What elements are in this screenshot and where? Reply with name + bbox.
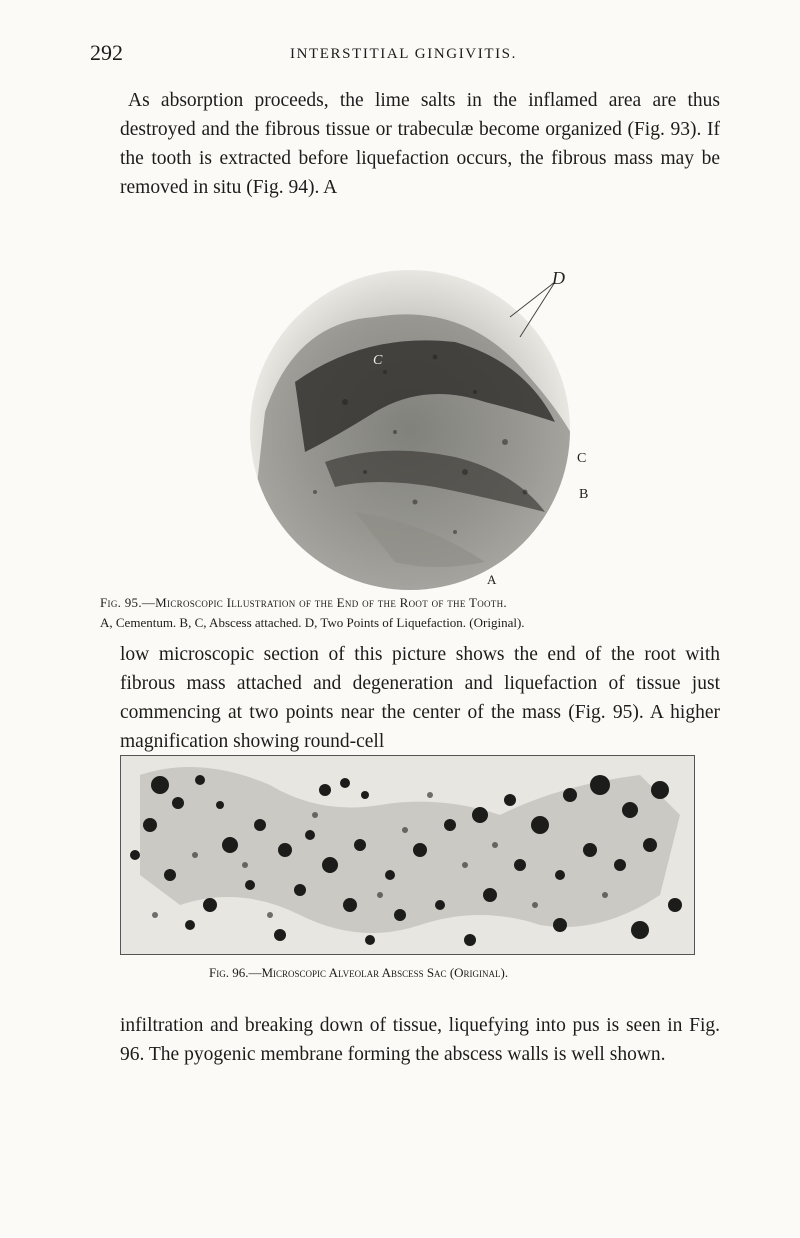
page-header	[90, 40, 710, 70]
figure-95-caption-legend: A, Cementum. B, C, Abscess attached. D, Two Points of Liquefaction. (Original).	[100, 615, 525, 630]
figure-95-label-c-inner: C	[373, 353, 383, 368]
figure-96-caption	[209, 963, 769, 983]
paragraph-3: infiltration and breaking down of tissue, liquefying into pus is seen in Fig. 96. The pyogenic membrane forming the abscess walls is well shown.	[120, 1015, 720, 1065]
figure-96-micrograph	[120, 755, 695, 955]
running-head: INTERSTITIAL GINGIVITIS.	[290, 46, 517, 62]
figure-96-caption-text: Fig. 96.—Microscopic Alveolar Abscess Sac (Original).	[209, 965, 509, 980]
figure-95-micrograph	[225, 262, 605, 592]
paragraph-1: As absorption proceeds, the lime salts in the inflamed area are thus destroyed and the fibrous tissue or trabeculæ become organized (Fig. 93). If the tooth is extracted before liquefaction occurs, the fibrous mass may be removed in situ (Fig. 94). A	[120, 90, 720, 198]
page-number: 292	[90, 40, 123, 65]
figure-95-caption	[100, 593, 720, 633]
figure-95-label-b: B	[579, 487, 589, 502]
figure-95-label-c-upper: C	[577, 451, 587, 466]
figure-95-label-a: A	[487, 572, 497, 587]
figure-95-caption-title: Fig. 95.—Microscopic Illustration of the End of the Root of the Tooth.	[100, 595, 507, 610]
figure-95-label-d: D	[552, 268, 565, 288]
paragraph-2: low microscopic section of this picture shows the end of the root with fibrous mass attached and degeneration and liquefaction of tissue just commencing at two points near the center of the mass (Fig. 95). A higher magnification showing round-cell	[120, 644, 720, 752]
